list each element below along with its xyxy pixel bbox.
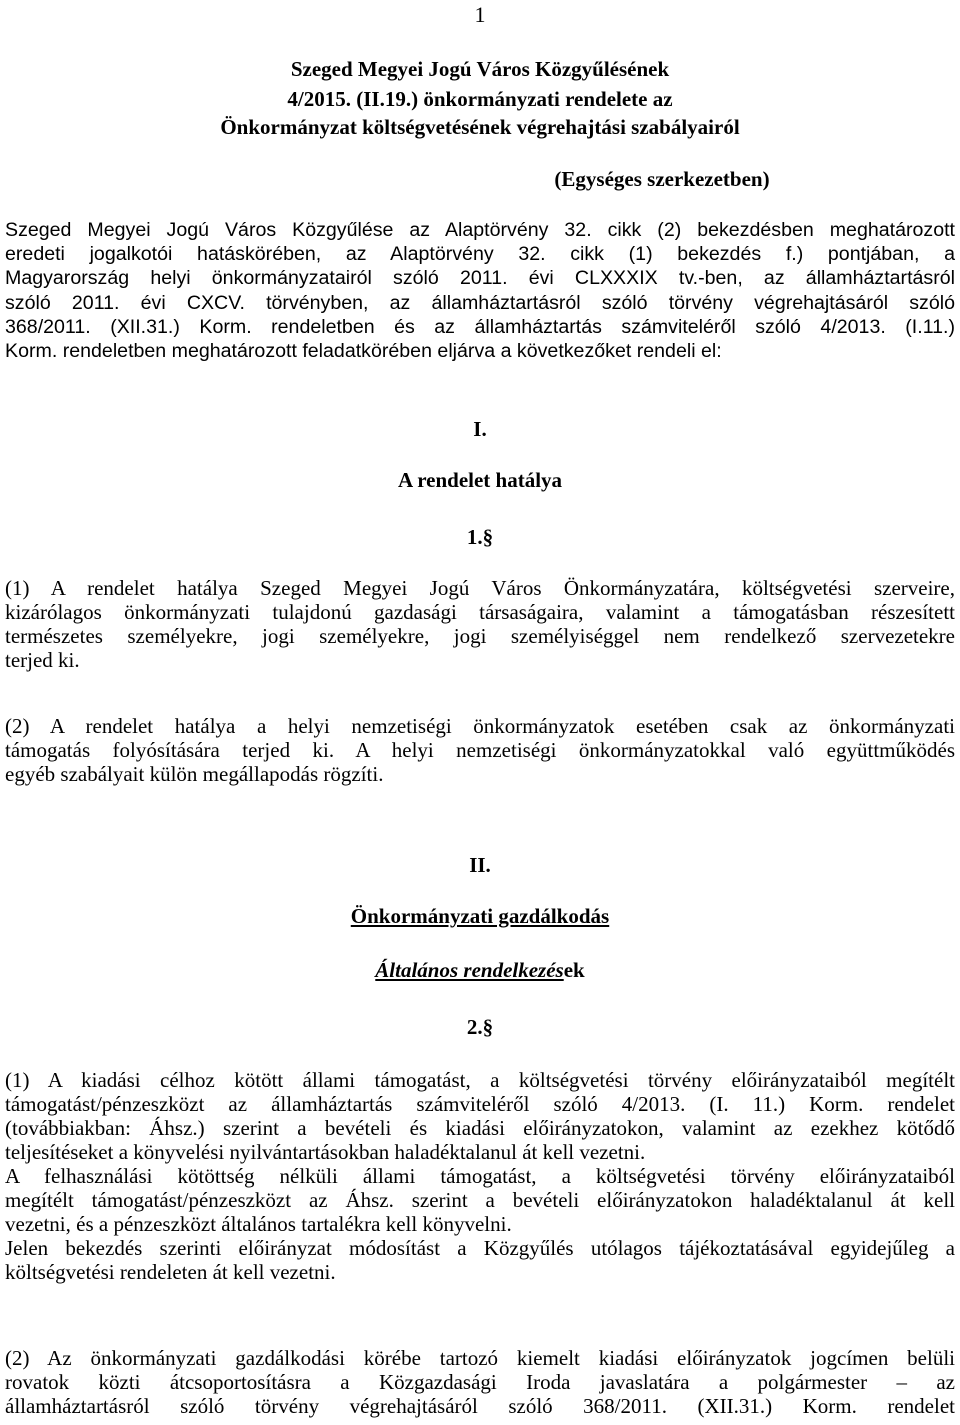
chapter-2-subtitle-italic: Általános rendelkezés [375,958,564,982]
paragraph-line: egyéb szabályait külön megállapodás rögzíti. [5,762,384,786]
page-number: 1 [474,2,486,27]
chapter-2-number: II. [469,853,491,877]
chapter-2-subtitle-tail: ek [563,958,585,982]
section-1-heading: 1.§ [466,525,494,549]
section-2-paragraph-1 [5,1068,955,1164]
preamble-line: eredeti jogalkotói hatáskörében, az Alaptörvény 32. cikk (1) bekezdés f.) pontjában, a [5,243,955,266]
preamble-paragraph [5,218,955,363]
document-title-line-3: Önkormányzat költségvetésének végrehajtási szabályairól [220,115,740,139]
paragraph-line: A felhasználási kötöttség nélküli állami támogatást, a költségvetési törvény előirányzataiból [5,1164,955,1188]
paragraph-line: (1) A rendelet hatálya Szeged Megyei Jogú Város Önkormányzatára, költségvetési szerveire, [5,576,955,600]
paragraph-line: vezetni, és a pénzeszközt általános tartalékra kell könyvelni. [5,1212,512,1236]
chapter-1-number: I. [473,417,487,441]
preamble-line: Korm. rendeletben meghatározott feladatkörében eljárva a következőket rendeli el: [5,340,722,363]
section-2-paragraph-3 [5,1236,955,1284]
document-title-line-2: 4/2015. (II.19.) önkormányzati rendelete az [287,87,673,111]
paragraph-line: természetes személyekre, jogi személyekre, jogi személyiséggel nem rendelkező szervezetekre [5,624,955,648]
document-subtitle: (Egységes szerkezetben) [554,167,770,191]
section-2-paragraph-2 [5,1164,955,1236]
preamble-line: Szeged Megyei Jogú Város Közgyűlése az Alaptörvény 32. cikk (2) bekezdésben meghatározott [5,219,955,241]
paragraph-line: teljesítéseket a könyvelési nyilvántartásokban haladéktalanul át kell vezetni. [5,1140,646,1164]
chapter-1-title: A rendelet hatálya [397,468,563,492]
paragraph-line: (2) A rendelet hatálya a helyi nemzetiségi önkormányzatok esetében csak az önkormányzati [5,714,955,738]
section-2-heading: 2.§ [466,1015,494,1039]
preamble-line: szóló 2011. évi CXCV. törvényben, az államháztartásról szóló törvény végrehajtásáról szóló [5,291,955,314]
section-2-paragraph-4 [5,1346,955,1418]
paragraph-line: (2) Az önkormányzati gazdálkodási körébe tartozó kiemelt kiadási előirányzatok jogcímen belüli [5,1346,955,1370]
paragraph-line: államháztartásról szóló törvény végrehajtásáról szóló 368/2011. (XII.31.) Korm. rendelet [5,1394,955,1418]
paragraph-line: Jelen bekezdés szerinti előirányzat módosítást a Közgyűlés utólagos tájékoztatásával egyidejűleg a [5,1236,955,1260]
paragraph-line: megítélt támogatást/pénzeszközt az Áhsz. szerint a bevételi előirányzatokon haladéktalanul át kell [5,1188,955,1212]
chapter-2-title-text: Önkormányzati gazdálkodás [350,904,610,928]
section-1-paragraph-1 [5,576,955,672]
paragraph-line: (1) A kiadási célhoz kötött állami támogatást, a költségvetési törvény előirányzataiból megítélt [5,1068,955,1092]
section-1-paragraph-2 [5,714,955,786]
document-title-line-1: Szeged Megyei Jogú Város Közgyűlésének [290,57,670,81]
paragraph-line: (továbbiakban: Áhsz.) szerint a bevételi és kiadási előirányzatokon, valamint az ezekhez kötődő [5,1116,955,1140]
preamble-line: 368/2011. (XII.31.) Korm. rendeletben és az államháztartás számviteléről szóló 4/2013. (I.11.) [5,315,955,338]
paragraph-line: költségvetési rendeleten át kell vezetni. [5,1260,336,1284]
paragraph-line: kizárólagos önkormányzati tulajdonú gazdasági társaságaira, valamint a támogatásban részesített [5,600,955,624]
paragraph-line: rovatok közti átcsoportosításra a Közgazdasági Iroda javaslatára a polgármester – az [5,1370,955,1394]
preamble-line: Magyarország helyi önkormányzatairól szóló 2011. évi CLXXXIX tv.-ben, az államháztartásról [5,267,955,290]
chapter-2-title [0,904,960,929]
paragraph-line: támogatást/pénzeszközt az államháztartás számviteléről szóló 4/2013. (I. 11.) Korm. rendelet [5,1092,955,1116]
chapter-2-subtitle [0,958,960,983]
paragraph-line: támogatás folyósítására terjed ki. A helyi nemzetiségi önkormányzatokkal való együttműködés [5,738,955,762]
paragraph-line: terjed ki. [5,648,80,672]
